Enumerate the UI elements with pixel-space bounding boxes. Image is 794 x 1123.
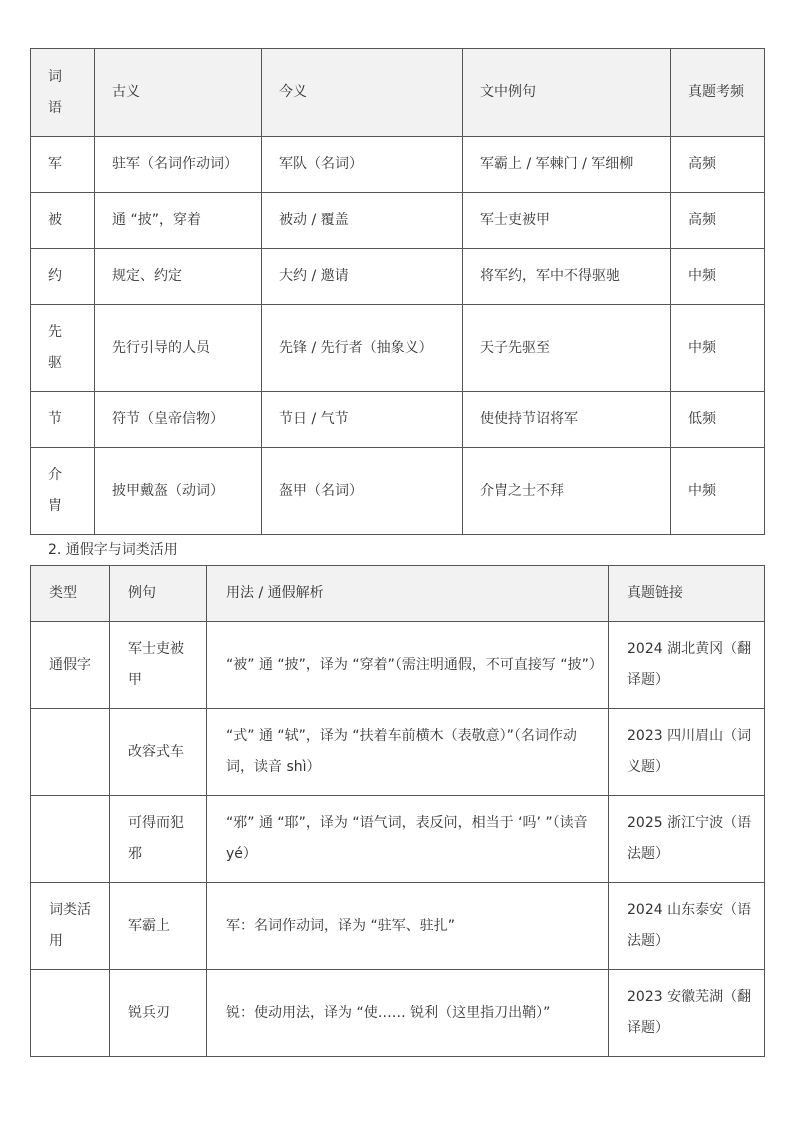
header-cell: 古义 [95, 49, 262, 137]
table-row [31, 392, 765, 448]
table-row [31, 448, 765, 535]
table-row [31, 249, 765, 305]
header-cell: 类型 [31, 566, 110, 622]
ancient-meaning-cell: 先行引导的人员 [95, 305, 262, 392]
sentence-cell: 军士吏被甲 [110, 622, 207, 709]
ancient-meaning-cell: 规定、约定 [95, 249, 262, 305]
header-cell: 文中例句 [463, 49, 671, 137]
sentence-cell: 改容式车 [110, 709, 207, 796]
exam-link-cell: 2023 安徽芜湖（翻译题） [609, 970, 765, 1057]
sentence-cell: 锐兵刃 [110, 970, 207, 1057]
example-cell: 介胄之士不拜 [463, 448, 671, 535]
modern-meaning-cell: 盔甲（名词） [262, 448, 463, 535]
exam-link-cell: 2024 山东泰安（语法题） [609, 883, 765, 970]
example-cell: 军霸上 / 军棘门 / 军细柳 [463, 137, 671, 193]
frequency-cell: 中频 [671, 448, 765, 535]
example-cell: 使使持节诏将军 [463, 392, 671, 448]
frequency-cell: 高频 [671, 137, 765, 193]
frequency-cell: 低频 [671, 392, 765, 448]
table-row [31, 970, 765, 1057]
usage-cell: “被” 通 “披”，译为 “穿着”（需注明通假，不可直接写 “披”） [207, 622, 609, 709]
table-header-row [31, 49, 765, 137]
header-cell: 真题考频 [671, 49, 765, 137]
word-cell: 先驱 [31, 305, 95, 392]
exam-link-cell: 2025 浙江宁波（语法题） [609, 796, 765, 883]
usage-cell: 锐：使动用法，译为 “使…… 锐利（这里指刀出鞘）” [207, 970, 609, 1057]
type-cell [31, 970, 110, 1057]
word-cell: 节 [31, 392, 95, 448]
type-cell: 词类活用 [31, 883, 110, 970]
word-cell: 介胄 [31, 448, 95, 535]
modern-meaning-cell: 军队（名词） [262, 137, 463, 193]
type-cell [31, 709, 110, 796]
type-cell [31, 796, 110, 883]
modern-meaning-cell: 先锋 / 先行者（抽象义） [262, 305, 463, 392]
ancient-meaning-cell: 披甲戴盔（动词） [95, 448, 262, 535]
table-row [31, 305, 765, 392]
table-header-row [31, 566, 765, 622]
table-row [31, 622, 765, 709]
frequency-cell: 中频 [671, 249, 765, 305]
exam-link-cell: 2024 湖北黄冈（翻译题） [609, 622, 765, 709]
table-row [31, 137, 765, 193]
header-cell: 真题链接 [609, 566, 765, 622]
header-cell: 用法 / 通假解析 [207, 566, 609, 622]
ancient-meaning-cell: 驻军（名词作动词） [95, 137, 262, 193]
example-cell: 将军约，军中不得驱驰 [463, 249, 671, 305]
word-cell: 被 [31, 193, 95, 249]
word-cell: 军 [31, 137, 95, 193]
ancient-meaning-cell: 通 “披”，穿着 [95, 193, 262, 249]
frequency-cell: 高频 [671, 193, 765, 249]
table-row [31, 193, 765, 249]
modern-meaning-cell: 大约 / 邀请 [262, 249, 463, 305]
frequency-cell: 中频 [671, 305, 765, 392]
sentence-cell: 可得而犯邪 [110, 796, 207, 883]
exam-link-cell: 2023 四川眉山（词义题） [609, 709, 765, 796]
modern-meaning-cell: 被动 / 覆盖 [262, 193, 463, 249]
header-cell: 例句 [110, 566, 207, 622]
usage-cell: 军：名词作动词，译为 “驻军、驻扎” [207, 883, 609, 970]
header-cell: 今义 [262, 49, 463, 137]
table-row [31, 883, 765, 970]
type-cell: 通假字 [31, 622, 110, 709]
modern-meaning-cell: 节日 / 气节 [262, 392, 463, 448]
section-heading: 2. 通假字与词类活用 [48, 542, 178, 558]
example-cell: 军士吏被甲 [463, 193, 671, 249]
table-row [31, 709, 765, 796]
usage-cell: “邪” 通 “耶”，译为 “语气词，表反问，相当于 ‘吗’ ”（读音 yé） [207, 796, 609, 883]
table-row [31, 796, 765, 883]
vocab-table [30, 48, 765, 535]
example-cell: 天子先驱至 [463, 305, 671, 392]
usage-cell: “式” 通 “轼”，译为 “扶着车前横木（表敬意）”（名词作动词，读音 shì） [207, 709, 609, 796]
header-cell: 词语 [31, 49, 95, 137]
sentence-cell: 军霸上 [110, 883, 207, 970]
word-cell: 约 [31, 249, 95, 305]
ancient-meaning-cell: 符节（皇帝信物） [95, 392, 262, 448]
usage-table [30, 565, 765, 1057]
